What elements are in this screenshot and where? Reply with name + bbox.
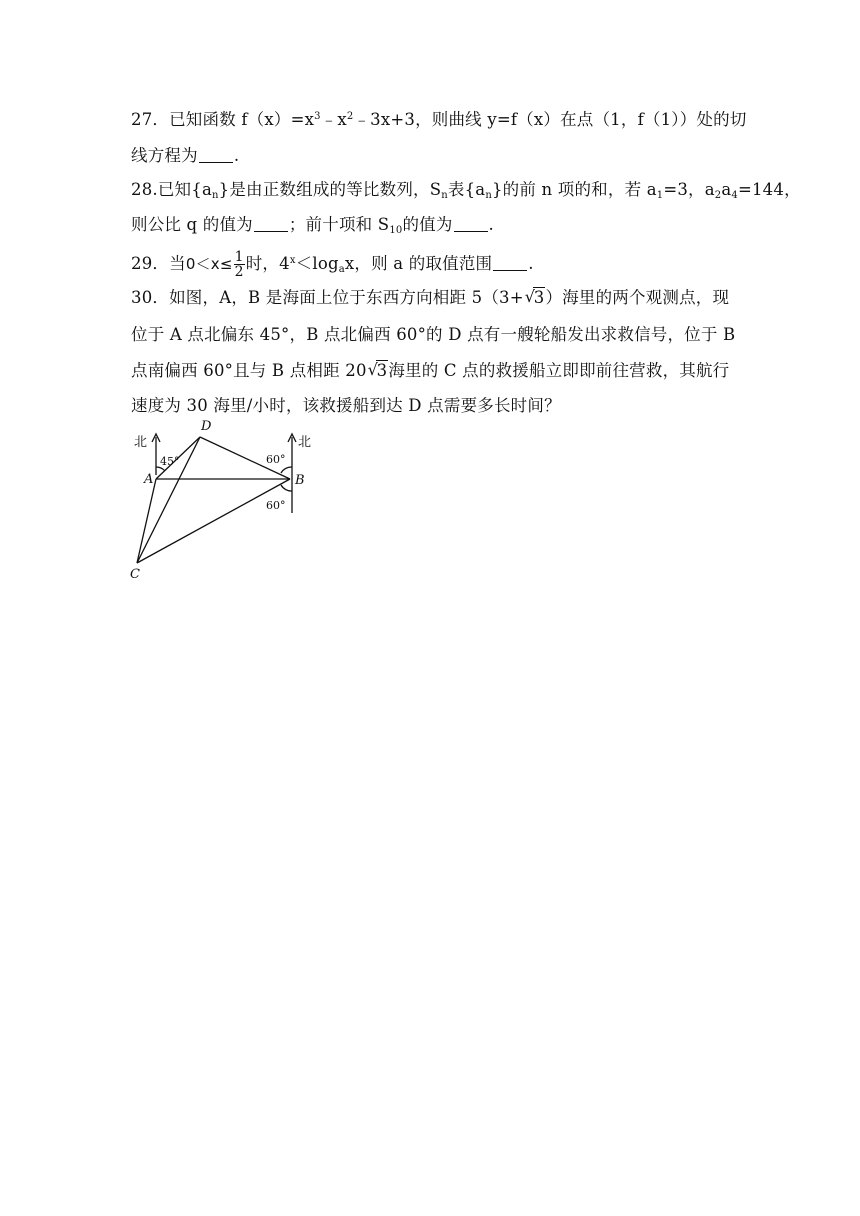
- point-label-B: B: [295, 473, 305, 488]
- superscript: 3: [314, 111, 321, 122]
- subscript: 2: [714, 190, 722, 201]
- angle-arc-B-bottom: [281, 485, 292, 491]
- segment-CB: [137, 479, 290, 563]
- subscript: a: [338, 264, 345, 275]
- text-run: .: [528, 254, 534, 273]
- square-root: √ 3: [367, 360, 388, 380]
- point-label-C: C: [130, 567, 140, 582]
- inequality: 0＜x≤: [185, 255, 233, 273]
- text-run: ﹣3x+3，则曲线 y=f（x）在点（1，f（1））处的切: [353, 110, 747, 129]
- superscript: 2: [346, 111, 354, 122]
- text-run: ＜log: [295, 254, 339, 273]
- text-run: 已知{a: [157, 180, 212, 199]
- segment-CA: [137, 479, 156, 563]
- question-number: 29．: [131, 254, 170, 273]
- text-run: 如图，A，B 是海面上位于东西方向相距 5（3+: [169, 288, 524, 307]
- answer-blank: [493, 256, 527, 271]
- text-run: 时，4: [245, 254, 290, 273]
- fraction-numerator: 1: [234, 249, 244, 265]
- fraction-denominator: 2: [234, 264, 244, 280]
- text-run: 表{a: [447, 180, 486, 199]
- answer-blank: [199, 148, 233, 163]
- text-run: }是由正数组成的等比数列，S: [218, 180, 442, 199]
- question-30-line-2: [131, 325, 735, 345]
- answer-blank: [254, 217, 288, 232]
- text-run: ﹣x: [320, 110, 347, 129]
- point-label-D: D: [201, 419, 212, 434]
- subscript: n: [211, 190, 219, 201]
- question-30-line-4: [131, 396, 561, 416]
- text-run: a: [721, 180, 732, 199]
- angle-label-A: 45°: [160, 455, 180, 468]
- text-run: ；前十项和 S: [288, 215, 390, 234]
- text-run: 海里的 C 点的救援船立即即前往营救，其航行: [388, 361, 730, 380]
- question-30-line-3: [131, 361, 729, 381]
- subscript: 1: [656, 190, 664, 201]
- question-28-line-2: [131, 215, 494, 235]
- text-run: .: [488, 215, 494, 234]
- north-label-right: 北: [298, 435, 312, 450]
- question-29-line: [131, 250, 534, 279]
- point-label-A: A: [144, 472, 154, 487]
- square-root: √ 3: [524, 287, 545, 307]
- question-28-line-1: [131, 180, 801, 200]
- answer-blank: [454, 217, 488, 232]
- text-run: 则公比 q 的值为: [131, 215, 253, 234]
- angle-label-B-top: 60°: [266, 453, 286, 466]
- north-label-left: 北: [134, 435, 148, 450]
- text-run: 位于 A 点北偏东 45°，B 点北偏西 60°的 D 点有一艘轮船发出求救信号，位于 B: [131, 325, 736, 344]
- text-run: }的前 n 项的和，若 a: [491, 180, 657, 199]
- text-run: .: [233, 146, 240, 165]
- angle-arc-B-top: [281, 467, 292, 473]
- fraction: [234, 250, 245, 279]
- text-run: =3，a: [663, 180, 715, 199]
- geometry-figure: [120, 415, 330, 585]
- text-run: 点南偏西 60°且与 B 点相距 20: [131, 361, 367, 380]
- sqrt-argument: 3: [376, 361, 388, 380]
- text-run: 已知函数 f（x）=x: [169, 110, 315, 129]
- text-run: x，则 a 的取值范围: [344, 254, 493, 273]
- text-run: =144，: [737, 180, 801, 199]
- text-run: 速度为 30 海里/小时，该救援船到达 D 点需要多长时间？: [131, 396, 561, 415]
- question-27-line-1: [131, 110, 747, 130]
- subscript: 10: [389, 225, 403, 236]
- text-run: 的值为: [402, 215, 453, 234]
- angle-label-B-bottom: 60°: [266, 499, 286, 512]
- subscript: n: [441, 190, 448, 201]
- question-number: 27．: [131, 110, 170, 129]
- question-27-line-2: [131, 146, 239, 166]
- question-number: 30．: [131, 288, 170, 307]
- sqrt-argument: 3: [533, 288, 545, 307]
- subscript: n: [485, 190, 492, 201]
- text-run: ）海里的两个观测点，现: [545, 288, 730, 307]
- superscript: x: [289, 255, 296, 266]
- question-30-line-1: [131, 288, 729, 308]
- question-number: 28.: [131, 180, 158, 199]
- subscript: 4: [731, 190, 738, 201]
- text-run: 当: [169, 254, 186, 273]
- text-run: 线方程为: [131, 146, 198, 165]
